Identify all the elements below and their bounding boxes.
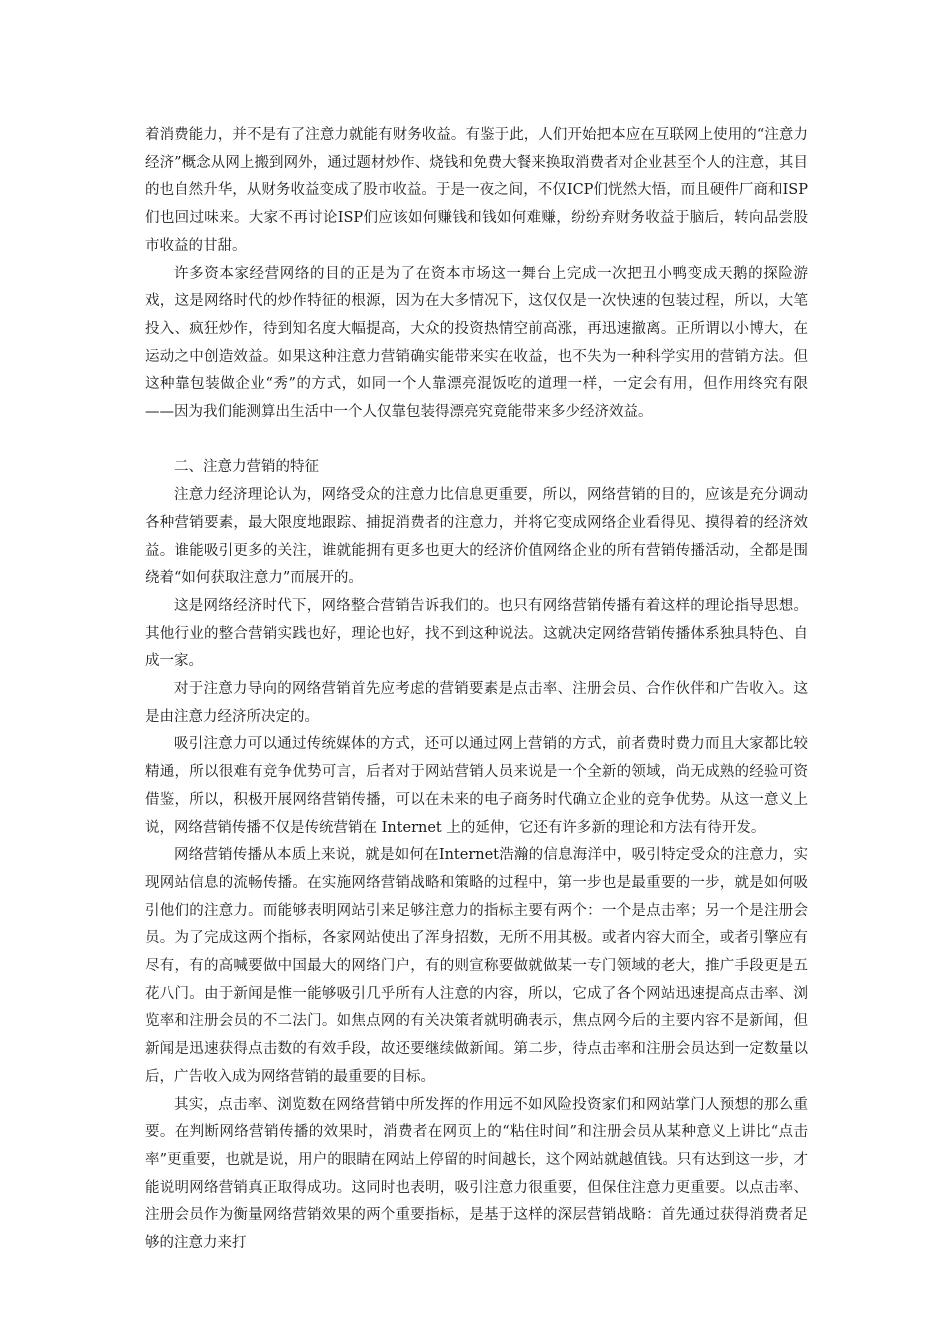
paragraph: 网络营销传播从本质上来说，就是如何在Internet浩瀚的信息海洋中，吸引特定受众的注意力，实现网站信息的流畅传播。在实施网络营销战略和策略的过程中，第一步也是最重要的一步，就是如何吸引他们的注意力。而能够表明网站引来足够注意力的指标主要有两个：一个是点击率；另一个是注册会员。为了完成这两个指标，各家网站使出了浑身招数，无所不用其极。或者内容大而全，或者引擎应有尽有，有的高喊要做中国最大的网络门户，有的则宣称要做就做某一专门领域的老大，推广手段更是五花八门。由于新闻是惟一能够吸引几乎所有人注意的内容，所以，它成了各个网站迅速提高点击率、浏览率和注册会员的不二法门。如焦点网的有关决策者就明确表示，焦点网今后的主要内容不是新闻，但新闻是迅速获得点击数的有效手段，故还要继续做新闻。第二步，待点击率和注册会员达到一定数量以后，广告收入成为网络营销的最重要的目标。	[145, 847, 808, 1085]
section-heading: 二、注意力营销的特征	[174, 459, 319, 476]
paragraph: 许多资本家经营网络的目的正是为了在资本市场这一舞台上完成一次把丑小鸭变成天鹅的探险游戏，这是网络时代的炒作特征的根源，因为在大多情况下，这仅仅是一次快速的包装过程，所以，大笔投入、疯狂炒作，待到知名度大幅提高，大众的投资热情空前高涨，再迅速撤离。正所谓以小博大，在运动之中创造效益。如果这种注意力营销确实能带来实在收益，也不失为一种科学实用的营销方法。但这种靠包装做企业“秀”的方式，如同一个人靠漂亮混饭吃的道理一样，一定会有用，但作用终究有限——因为我们能测算出生活中一个人仅靠包装得漂亮究竟能带来多少经济效益。	[145, 265, 808, 421]
paragraph: 对于注意力导向的网络营销首先应考虑的营销要素是点击率、注册会员、合作伙伴和广告收入。这是由注意力经济所决定的。	[145, 681, 808, 725]
paragraph: 着消费能力，并不是有了注意力就能有财务收益。有鉴于此，人们开始把本应在互联网上使用的“注意力经济”概念从网上搬到网外，通过题材炒作、烧钱和免费大餐来换取消费者对企业甚至个人的注意，其目的也自然升华，从财务收益变成了股市收益。于是一夜之间，不仅ICP们恍然大悟，而且硬件厂商和ISP们也回过味来。大家不再讨论ISP们应该如何赚钱和钱如何难赚，纷纷弃财务收益于脑后，转向品尝股市收益的甘甜。	[145, 127, 808, 254]
paragraph: 其实，点击率、浏览数在网络营销中所发挥的作用远不如风险投资家们和网站掌门人预想的那么重要。在判断网络营销传播的效果时，消费者在网页上的“粘住时间”和注册会员从某种意义上讲比“点击率”更重要，也就是说，用户的眼睛在网站上停留的时间越长，这个网站就越值钱。只有达到这一步，才能说明网络营销真正取得成功。这同时也表明，吸引注意力很重要，但保住注意力更重要。以点击率、注册会员作为衡量网络营销效果的两个重要指标，是基于这样的深层营销战略：首先通过获得消费者足够的注意力来打	[145, 1096, 808, 1252]
paragraph: 注意力经济理论认为，网络受众的注意力比信息更重要，所以，网络营销的目的，应该是充分调动各种营销要素，最大限度地跟踪、捕捉消费者的注意力，并将它变成网络企业看得见、摸得着的经济效益。谁能吸引更多的关注，谁就能拥有更多也更大的经济价值网络企业的所有营销传播活动，全都是围绕着“如何获取注意力”而展开的。	[145, 487, 808, 587]
paragraph: 这是网络经济时代下，网络整合营销告诉我们的。也只有网络营销传播有着这样的理论指导思想。其他行业的整合营销实践也好，理论也好，找不到这种说法。这就决定网络营销传播体系独具特色、自成一家。	[145, 597, 808, 670]
document-page	[145, 122, 808, 1258]
paragraph: 吸引注意力可以通过传统媒体的方式，还可以通过网上营销的方式，前者费时费力而且大家都比较精通，所以很难有竞争优势可言，后者对于网站营销人员来说是一个全新的领域，尚无成熟的经验可资借鉴，所以，积极开展网络营销传播，可以在未来的电子商务时代确立企业的竞争优势。从这一意义上说，网络营销传播不仅是传统营销在 Internet 上的延伸，它还有许多新的理论和方法有待开发。	[145, 736, 808, 836]
